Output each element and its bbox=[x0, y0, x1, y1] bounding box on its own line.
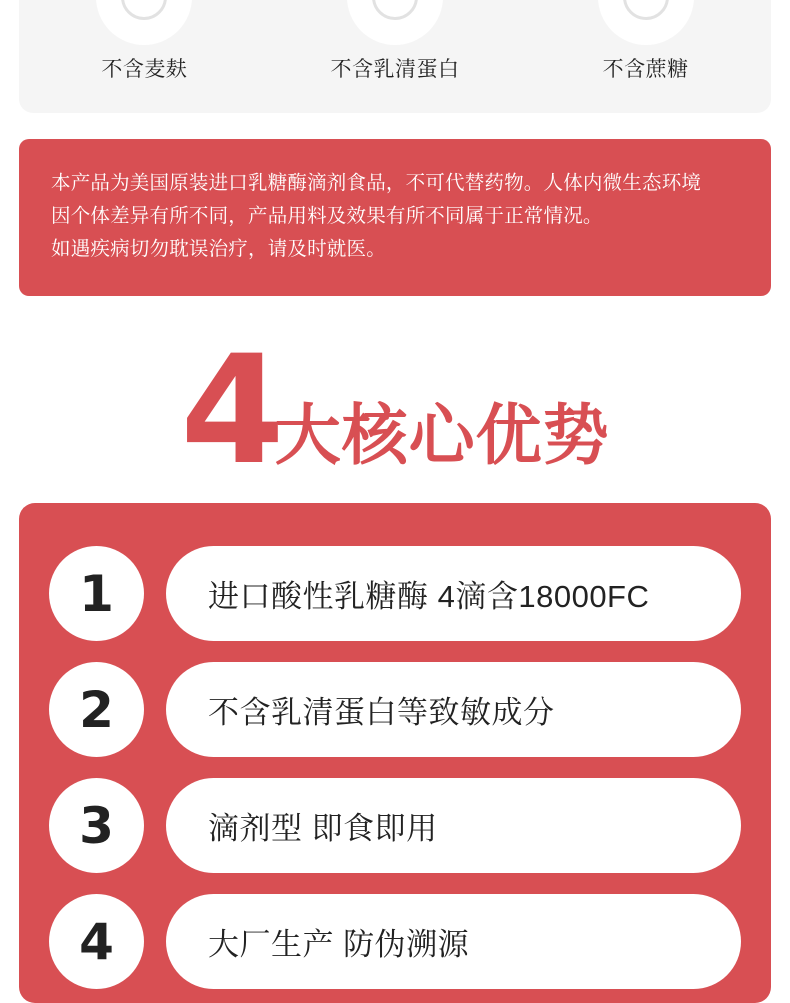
no-gluten-icon bbox=[96, 0, 192, 45]
advantage-row bbox=[49, 778, 741, 873]
free-from-badge-label: 不含蔗糖 bbox=[602, 58, 689, 81]
disclaimer-line-3: 如遇疾病切勿耽误治疗，请及时就医。 bbox=[51, 238, 386, 260]
advantage-row bbox=[49, 894, 741, 989]
free-from-badge-item bbox=[270, 0, 521, 80]
disclaimer-block bbox=[19, 139, 771, 296]
advantage-row bbox=[49, 546, 741, 641]
advantage-text-pill: 进口酸性乳糖酶 4滴含18000FC bbox=[166, 546, 741, 641]
free-from-badges-row bbox=[19, 0, 771, 113]
advantage-number-badge: 3 bbox=[49, 778, 144, 873]
no-whey-protein-icon bbox=[347, 0, 443, 45]
advantages-heading-number: 4 bbox=[180, 323, 281, 498]
advantage-text-pill: 大厂生产 防伪溯源 bbox=[166, 894, 741, 989]
advantage-number-badge: 4 bbox=[49, 894, 144, 989]
free-from-badge-item bbox=[19, 0, 270, 80]
advantage-number-badge: 2 bbox=[49, 662, 144, 757]
free-from-badge-label: 不含麦麸 bbox=[101, 58, 188, 81]
advantage-text-pill: 滴剂型 即食即用 bbox=[166, 778, 741, 873]
disclaimer-line-1: 本产品为美国原装进口乳糖酶滴剂食品，不可代替药物。人体内微生态环境 bbox=[51, 172, 702, 194]
advantages-heading bbox=[0, 323, 790, 498]
advantages-panel bbox=[19, 503, 771, 1003]
free-from-badge-item bbox=[520, 0, 771, 80]
free-from-badges-section bbox=[19, 0, 771, 113]
advantage-number-badge: 1 bbox=[49, 546, 144, 641]
advantage-text-pill: 不含乳清蛋白等致敏成分 bbox=[166, 662, 741, 757]
free-from-badge-label: 不含乳清蛋白 bbox=[330, 58, 460, 81]
disclaimer-line-2: 因个体差异有所不同，产品用料及效果有所不同属于正常情况。 bbox=[51, 205, 603, 227]
advantages-heading-text: 大核心优势 bbox=[274, 398, 610, 472]
advantage-row bbox=[49, 662, 741, 757]
no-sucrose-icon bbox=[598, 0, 694, 45]
